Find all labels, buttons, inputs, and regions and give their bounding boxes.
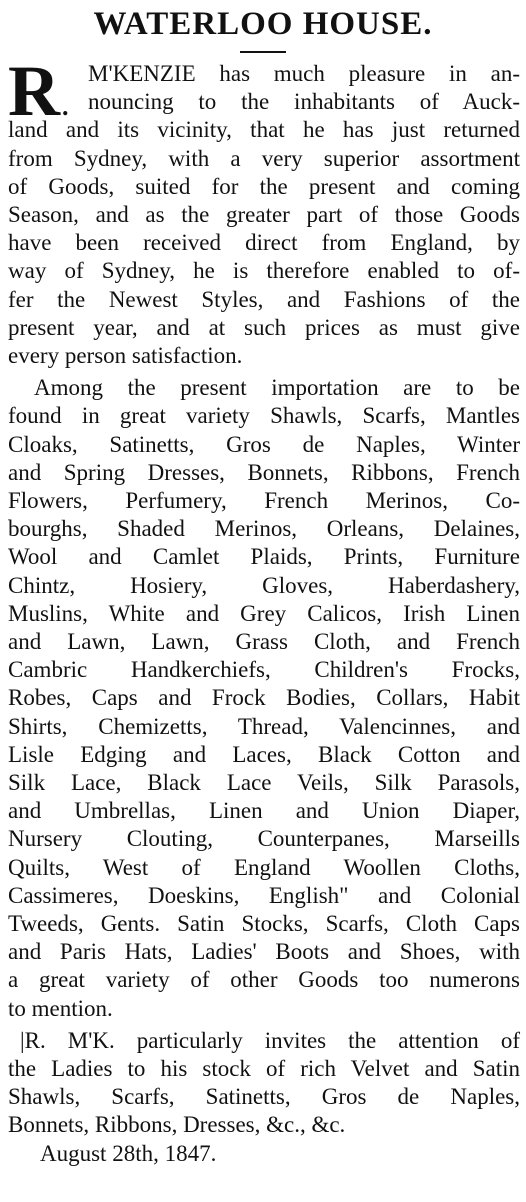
paragraph-2-line: and Paris Hats, Ladies' Boots and Shoes, with	[8, 939, 520, 965]
paragraph-2-line: and Lawn, Lawn, Grass Cloth, and French	[8, 629, 520, 654]
paragraph-2-line: Among the present importation are to be	[34, 375, 520, 401]
drop-cap: R	[8, 51, 60, 131]
paragraph-2-line: and Spring Dresses, Bonnets, Ribbons, French	[8, 459, 520, 485]
paragraph-1-line: M'KENZIE has much pleasure in an-	[88, 61, 520, 86]
paragraph-2-line: Cassimeres, Doeskins, English" and Colonial	[8, 882, 520, 908]
paragraph-2-line: Silk Lace, Black Lace Veils, Silk Parasols,	[8, 770, 520, 795]
paragraph-2-line: Shirts, Chemizetts, Thread, Valencinnes, and	[8, 713, 520, 739]
paragraph-1-line: nouncing to the inhabitants of Auck-	[88, 89, 520, 115]
title-divider	[240, 51, 286, 53]
paragraph-2-line: to mention.	[8, 995, 113, 1021]
paragraph-3-line: Shawls, Scarfs, Satinetts, Gros de Naples,	[8, 1084, 520, 1110]
paragraph-2-line: bourghs, Shaded Merinos, Orleans, Delaines,	[8, 516, 520, 542]
paragraph-2-line: and Umbrellas, Linen and Union Diaper,	[8, 798, 520, 824]
page-title: WATERLOO HOUSE.	[93, 6, 433, 42]
paragraph-2-line: Flowers, Perfumery, French Merinos, Co-	[8, 488, 520, 513]
paragraph-1-line: present year, and at such prices as must give	[8, 314, 520, 340]
paragraph-2-line: Cambric Handkerchiefs, Children's Frocks,	[8, 657, 520, 683]
paragraph-2-line: Nursery Clouting, Counterpanes, Marseills	[8, 826, 520, 852]
paragraph-1-line: way of Sydney, he is therefore enabled to of-	[8, 258, 520, 284]
paragraph-1-line: land and its vicinity, that he has just returned	[8, 117, 520, 143]
paragraph-2-line: Wool and Camlet Plaids, Prints, Furniture	[8, 544, 520, 570]
paragraph-1-line: fer the Newest Styles, and Fashions of the	[8, 286, 520, 312]
drop-cap-dot: .	[62, 92, 69, 121]
paragraph-2-line: Robes, Caps and Frock Bodies, Collars, Habit	[8, 685, 520, 711]
paragraph-2-line: Chintz, Hosiery, Gloves, Haberdashery,	[8, 572, 520, 598]
paragraph-3-line: Bonnets, Ribbons, Dresses, &c., &c.	[8, 1112, 346, 1138]
paragraph-2-line: Cloaks, Satinetts, Gros de Naples, Winter	[8, 431, 520, 457]
paragraph-2-line: a great variety of other Goods too numerons	[8, 967, 520, 993]
paragraph-2-line: found in great variety Shawls, Scarfs, Mantles	[8, 403, 520, 429]
paragraph-2-line: Tweeds, Gents. Satin Stocks, Scarfs, Cloth Caps	[8, 911, 520, 936]
paragraph-3-line: |R. M'K. particularly invites the attention of	[20, 1027, 520, 1053]
paragraph-1-line: every person satisfaction.	[8, 343, 243, 368]
paragraph-2-line: Muslins, White and Grey Calicos, Irish Linen	[8, 600, 520, 626]
paragraph-1-line: have been received direct from England, by	[8, 230, 520, 256]
paragraph-3-line: the Ladies to his stock of rich Velvet and Satin	[8, 1056, 520, 1081]
paragraph-1-line: Season, and as the greater part of those Goods	[8, 202, 520, 227]
paragraph-1-line: of Goods, suited for the present and coming	[8, 173, 520, 199]
paragraph-1-line: from Sydney, with a very superior assortment	[8, 145, 520, 171]
paragraph-2-line: Lisle Edging and Laces, Black Cotton and	[8, 741, 520, 767]
date-line: August 28th, 1847.	[40, 1140, 217, 1166]
paragraph-2-line: Quilts, West of England Woollen Cloths,	[8, 854, 520, 880]
